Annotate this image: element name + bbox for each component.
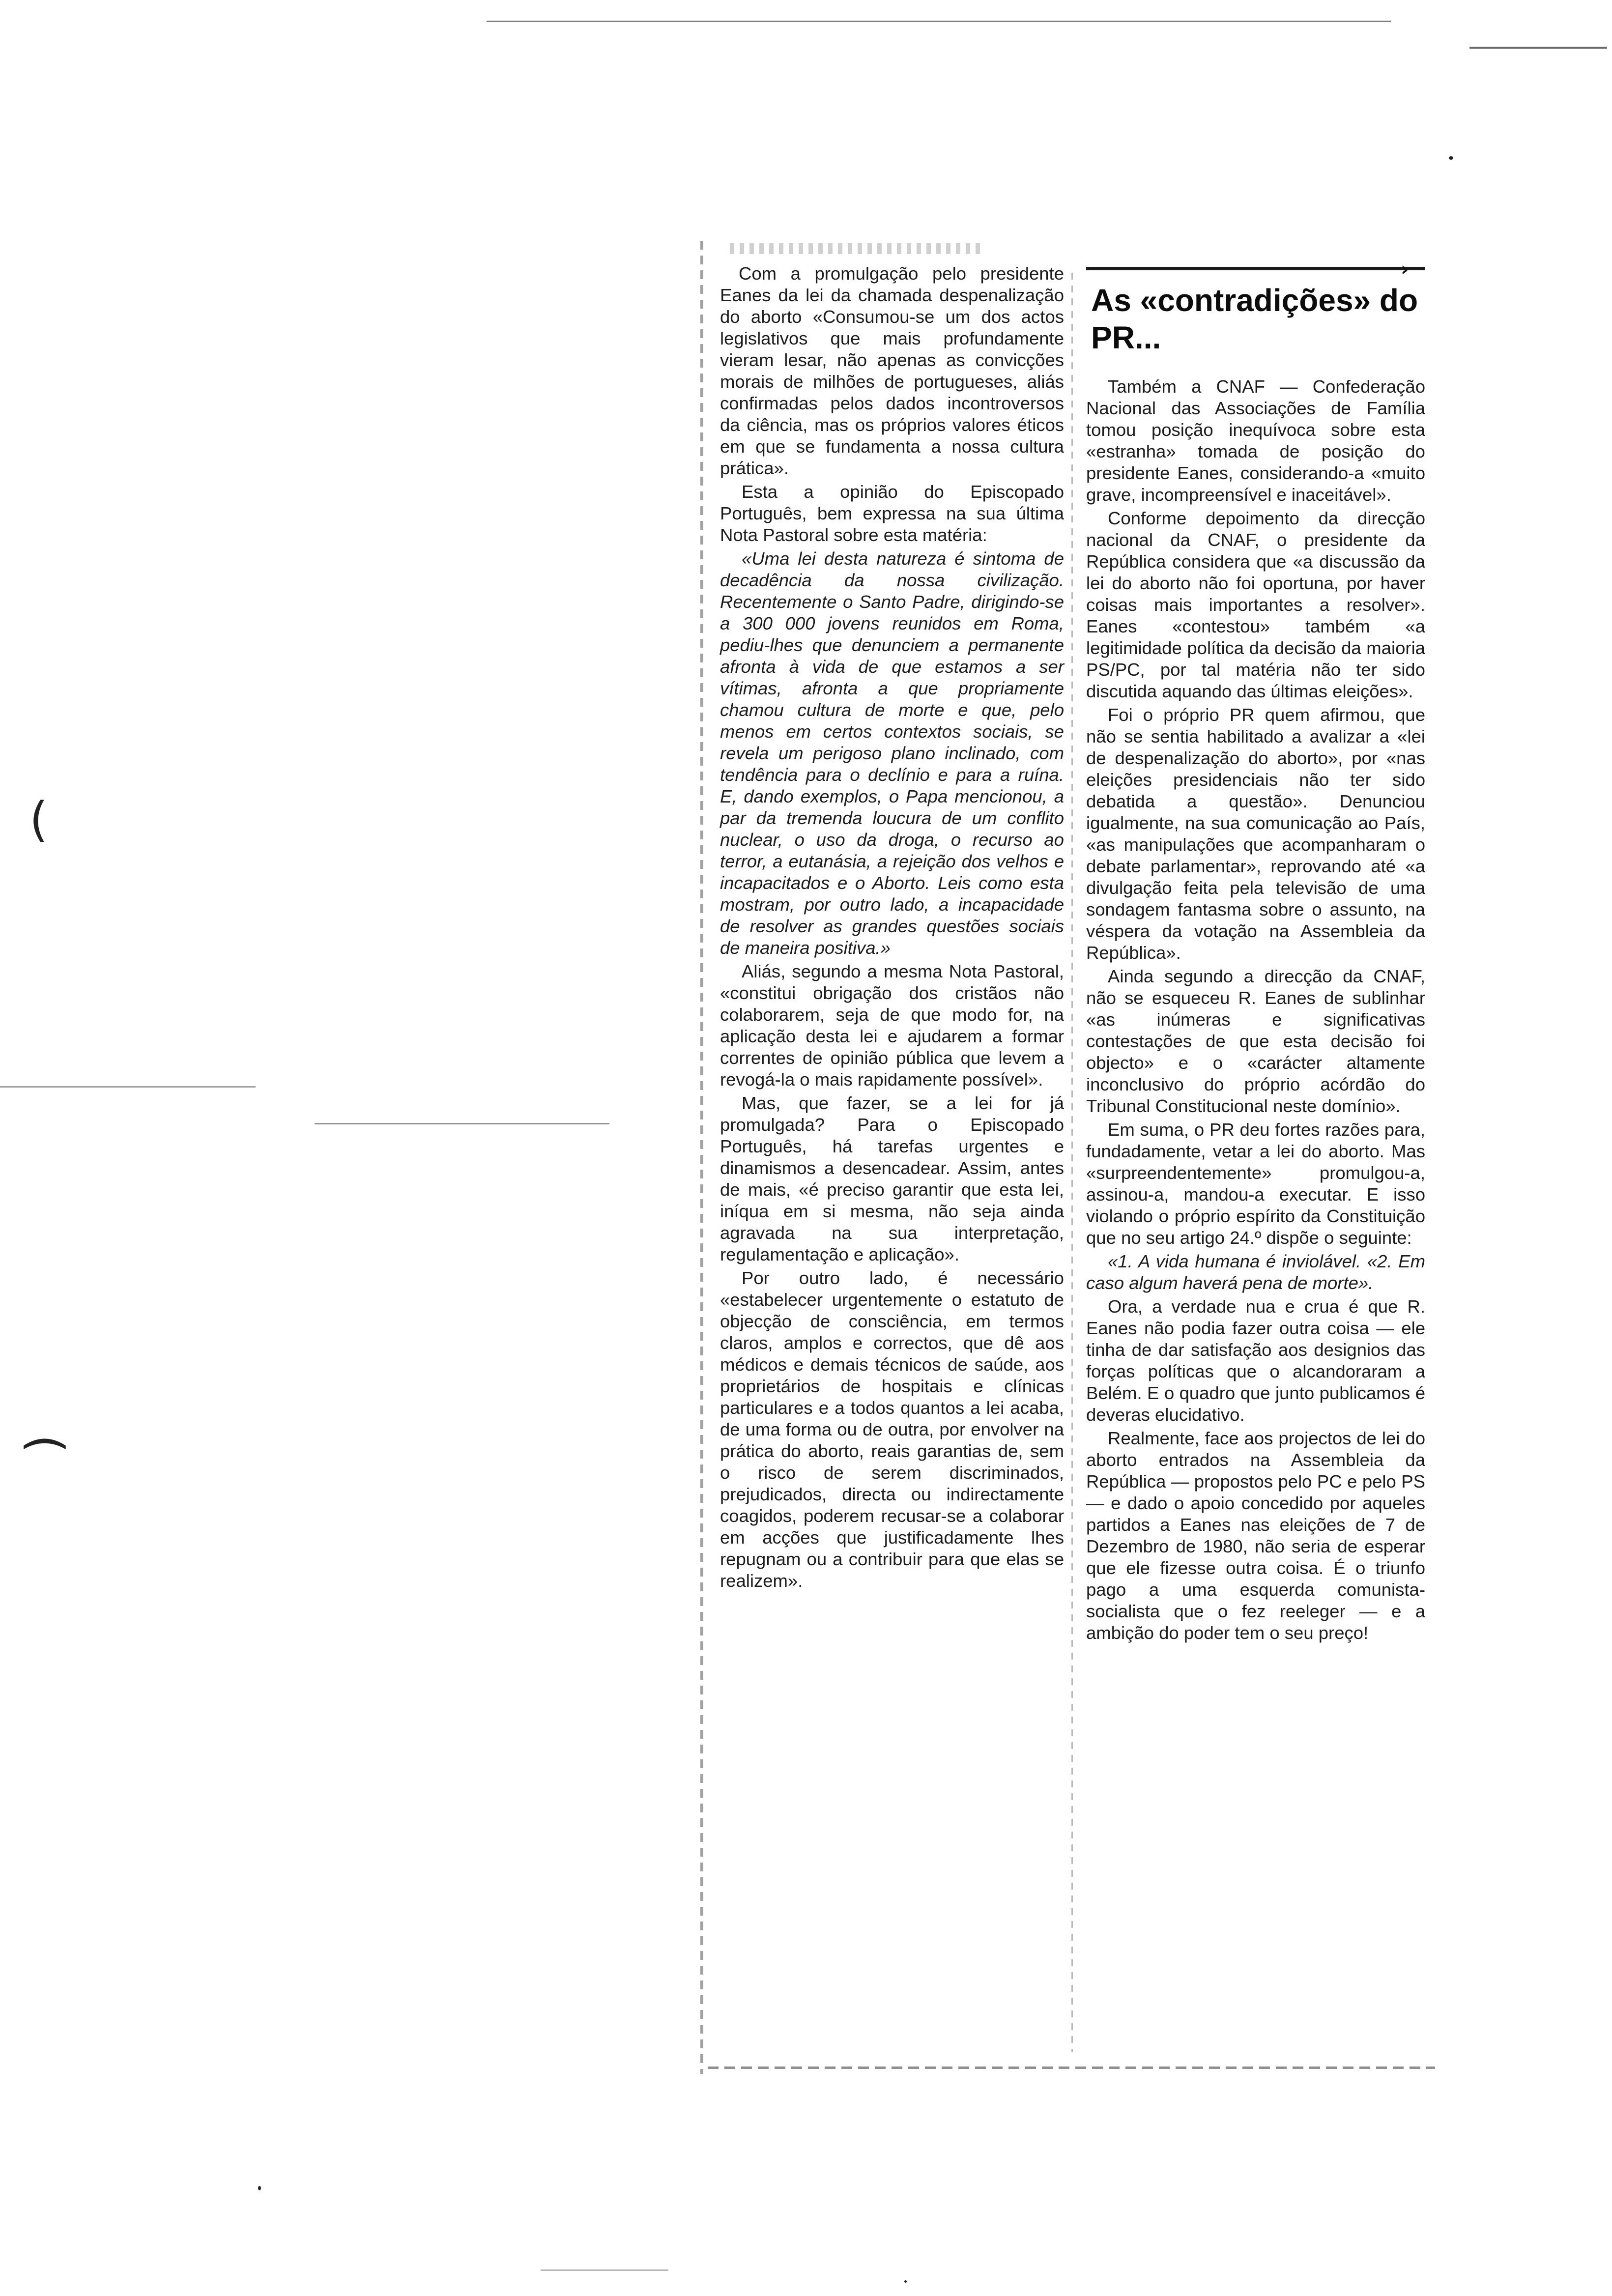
punch-hole-mark-lower: ) (16, 1435, 71, 1453)
scan-edge-line-left-a (0, 1086, 256, 1088)
right-paragraph: Também a CNAF — Confederação Nacional das Associações de Família tomou posição inequívoca sobre esta «estranha» tomada de posição do presidente Eanes, considerando-a «muito grave, incompreensível e inaceitável». (1086, 376, 1425, 505)
left-paragraph: Esta a opinião do Episcopado Português, bem expressa na sua última Nota Pastoral sobre esta matéria: (720, 482, 1064, 545)
speck-bottom-mid (904, 2280, 907, 2283)
speck-top-right (1449, 156, 1453, 160)
right-paragraph: Foi o próprio PR quem afirmou, que não se sentia habilitado a avalizar a «lei de despenalização do aborto», por «nas eleições presidenciais não ter sido debatida a questão». Denunciou igualmente, na sua comunicação ao País, «as manipulações que acompanharam o debate parlamentar», reprovando até «a divulgação feita pela televisão de uma sondagem fantasma sobre o assunto, na véspera da votação na Assembleia da República». (1086, 705, 1425, 963)
right-paragraph: Realmente, face aos projectos de lei do aborto entrados na Assembleia da República — propostos pelo PC e pelo PS — e dado o apoio concedido por aqueles partidos a Eanes nas eleições de 7 de Dezembro de 1980, não seria de esperar que ele fizesse outra coisa. É o triunfo pago a uma esquerda comunista-socialista que o fez reeleger — e a ambição do poder tem o seu preço! (1086, 1428, 1425, 1643)
scan-edge-line-top-right (1469, 47, 1607, 49)
left-paragraph: Por outro lado, é necessário «estabelecer urgentemente o estatuto de objecção de consciência, em termos claros, amplos e correctos, que dê aos médicos e demais técnicos de saúde, aos proprietários de hospitais e clínicas particulares e a todos quantos a lei acaba, de uma forma ou de outra, por envolver na prática do aborto, reais garantias de, sem o risco de serem discriminados, prejudicados, directa ou indirectamente coagidos, poderem recusar-se a colaborar em acções que justificadamente lhes repugnam ou a contribuir para que elas se realizem». (720, 1268, 1064, 1591)
left-paragraph: «Uma lei desta natureza é sintoma de decadência da nossa civilização. Recentemente o Santo Padre, dirigindo-se a 300 000 jovens reunidos em Roma, pediu-lhes que denunciem a permanente afronta à vida de que estamos a ser vítimas, afronta a que propriamente chamou cultura de morte e que, pelo menos em certos contextos sociais, se revela um perigoso plano inclinado, com tendência para o declínio e para a ruína. E, dando exemplos, o Papa mencionou, a par da tremenda loucura de um conflito nuclear, o uso da droga, o recurso ao terror, a eutanásia, a rejeição dos velhos e incapacitados e o Aborto. Leis como esta mostram, por outro lado, a incapacidade de resolver as grandes questões sociais de maneira positiva.» (720, 548, 1064, 958)
left-column-text (720, 263, 1064, 1594)
left-paragraph: Aliás, segundo a mesma Nota Pastoral, «constitui obrigação dos cristãos não colaborarem, seja de que modo for, na aplicação desta lei e ajudarem a formar correntes de opinião pública que levem a revogá-la o mais rapidamente possível». (720, 961, 1064, 1090)
right-paragraph: Ora, a verdade nua e crua é que R. Eanes não podia fazer outra coisa — ele tinha de dar satisfação aos designios das forças políticas que o alcandoraram a Belém. E o quadro que junto publicamos é deveras elucidativo. (1086, 1296, 1425, 1425)
scan-edge-line-top (487, 21, 1391, 22)
right-paragraph: Ainda segundo a direcção da CNAF, não se esqueceu R. Eanes de sublinhar «as inúmeras e significativas contestações de que esta decisão foi objecto» e o «carácter altamente inconclusivo do próprio acórdão do Tribunal Constitucional neste domínio». (1086, 966, 1425, 1116)
right-paragraph: Em suma, o PR deu fortes razões para, fundadamente, vetar a lei do aborto. Mas «surpreendentemente» promulgou-a, assinou-a, mandou-a executar. E isso violando o próprio espírito da Constituição que no seu artigo 24.º dispõe o seguinte: (1086, 1119, 1425, 1248)
right-column-text (1086, 376, 1425, 1646)
speck-bottom-left (258, 2186, 261, 2190)
scan-edge-line-left-b (315, 1123, 609, 1124)
headline-rule-end-mark: › (1401, 258, 1409, 281)
right-paragraph: Conforme depoimento da direcção nacional da CNAF, o presidente da República considera que «a discussão da lei do aborto não foi oportuna, por haver coisas mais importantes a resolver». Eanes «contestou» também «a legitimidade política da decisão da maioria PS/PC, por tal matéria não ter sido discutida aquando das últimas eleições». (1086, 508, 1425, 701)
clipping-top-smudge (730, 243, 985, 254)
newspaper-clipping (710, 243, 1430, 2071)
clipping-left-edge (700, 241, 703, 2074)
scan-edge-line-bottom (541, 2269, 668, 2271)
punch-hole-mark-upper: ( (29, 792, 48, 847)
left-paragraph: Com a promulgação pelo presidente Eanes da lei da chamada despenalização do aborto «Consumou-se um dos actos legislativos que mais profundamente vieram lesar, não apenas as convicções morais de milhões de portugueses, aliás confirmadas pelos dados incontroversos da ciência, mas os próprios valores éticos em que se fundamenta a nossa cultura prática». (720, 263, 1064, 478)
column-divider (1071, 273, 1073, 2052)
article-headline: As «contradições» do PR... (1091, 283, 1418, 355)
left-paragraph: Mas, que fazer, se a lei for já promulgada? Para o Episcopado Português, há tarefas urgentes e dinamismos a desencadear. Assim, antes de mais, «é preciso garantir que esta lei, iníqua em si mesma, não seja ainda agravada na sua interpretação, regulamentação e aplicação». (720, 1093, 1064, 1264)
right-paragraph: «1. A vida humana é inviolável. «2. Em caso algum haverá pena de morte». (1086, 1251, 1425, 1293)
headline-rule (1086, 267, 1425, 270)
